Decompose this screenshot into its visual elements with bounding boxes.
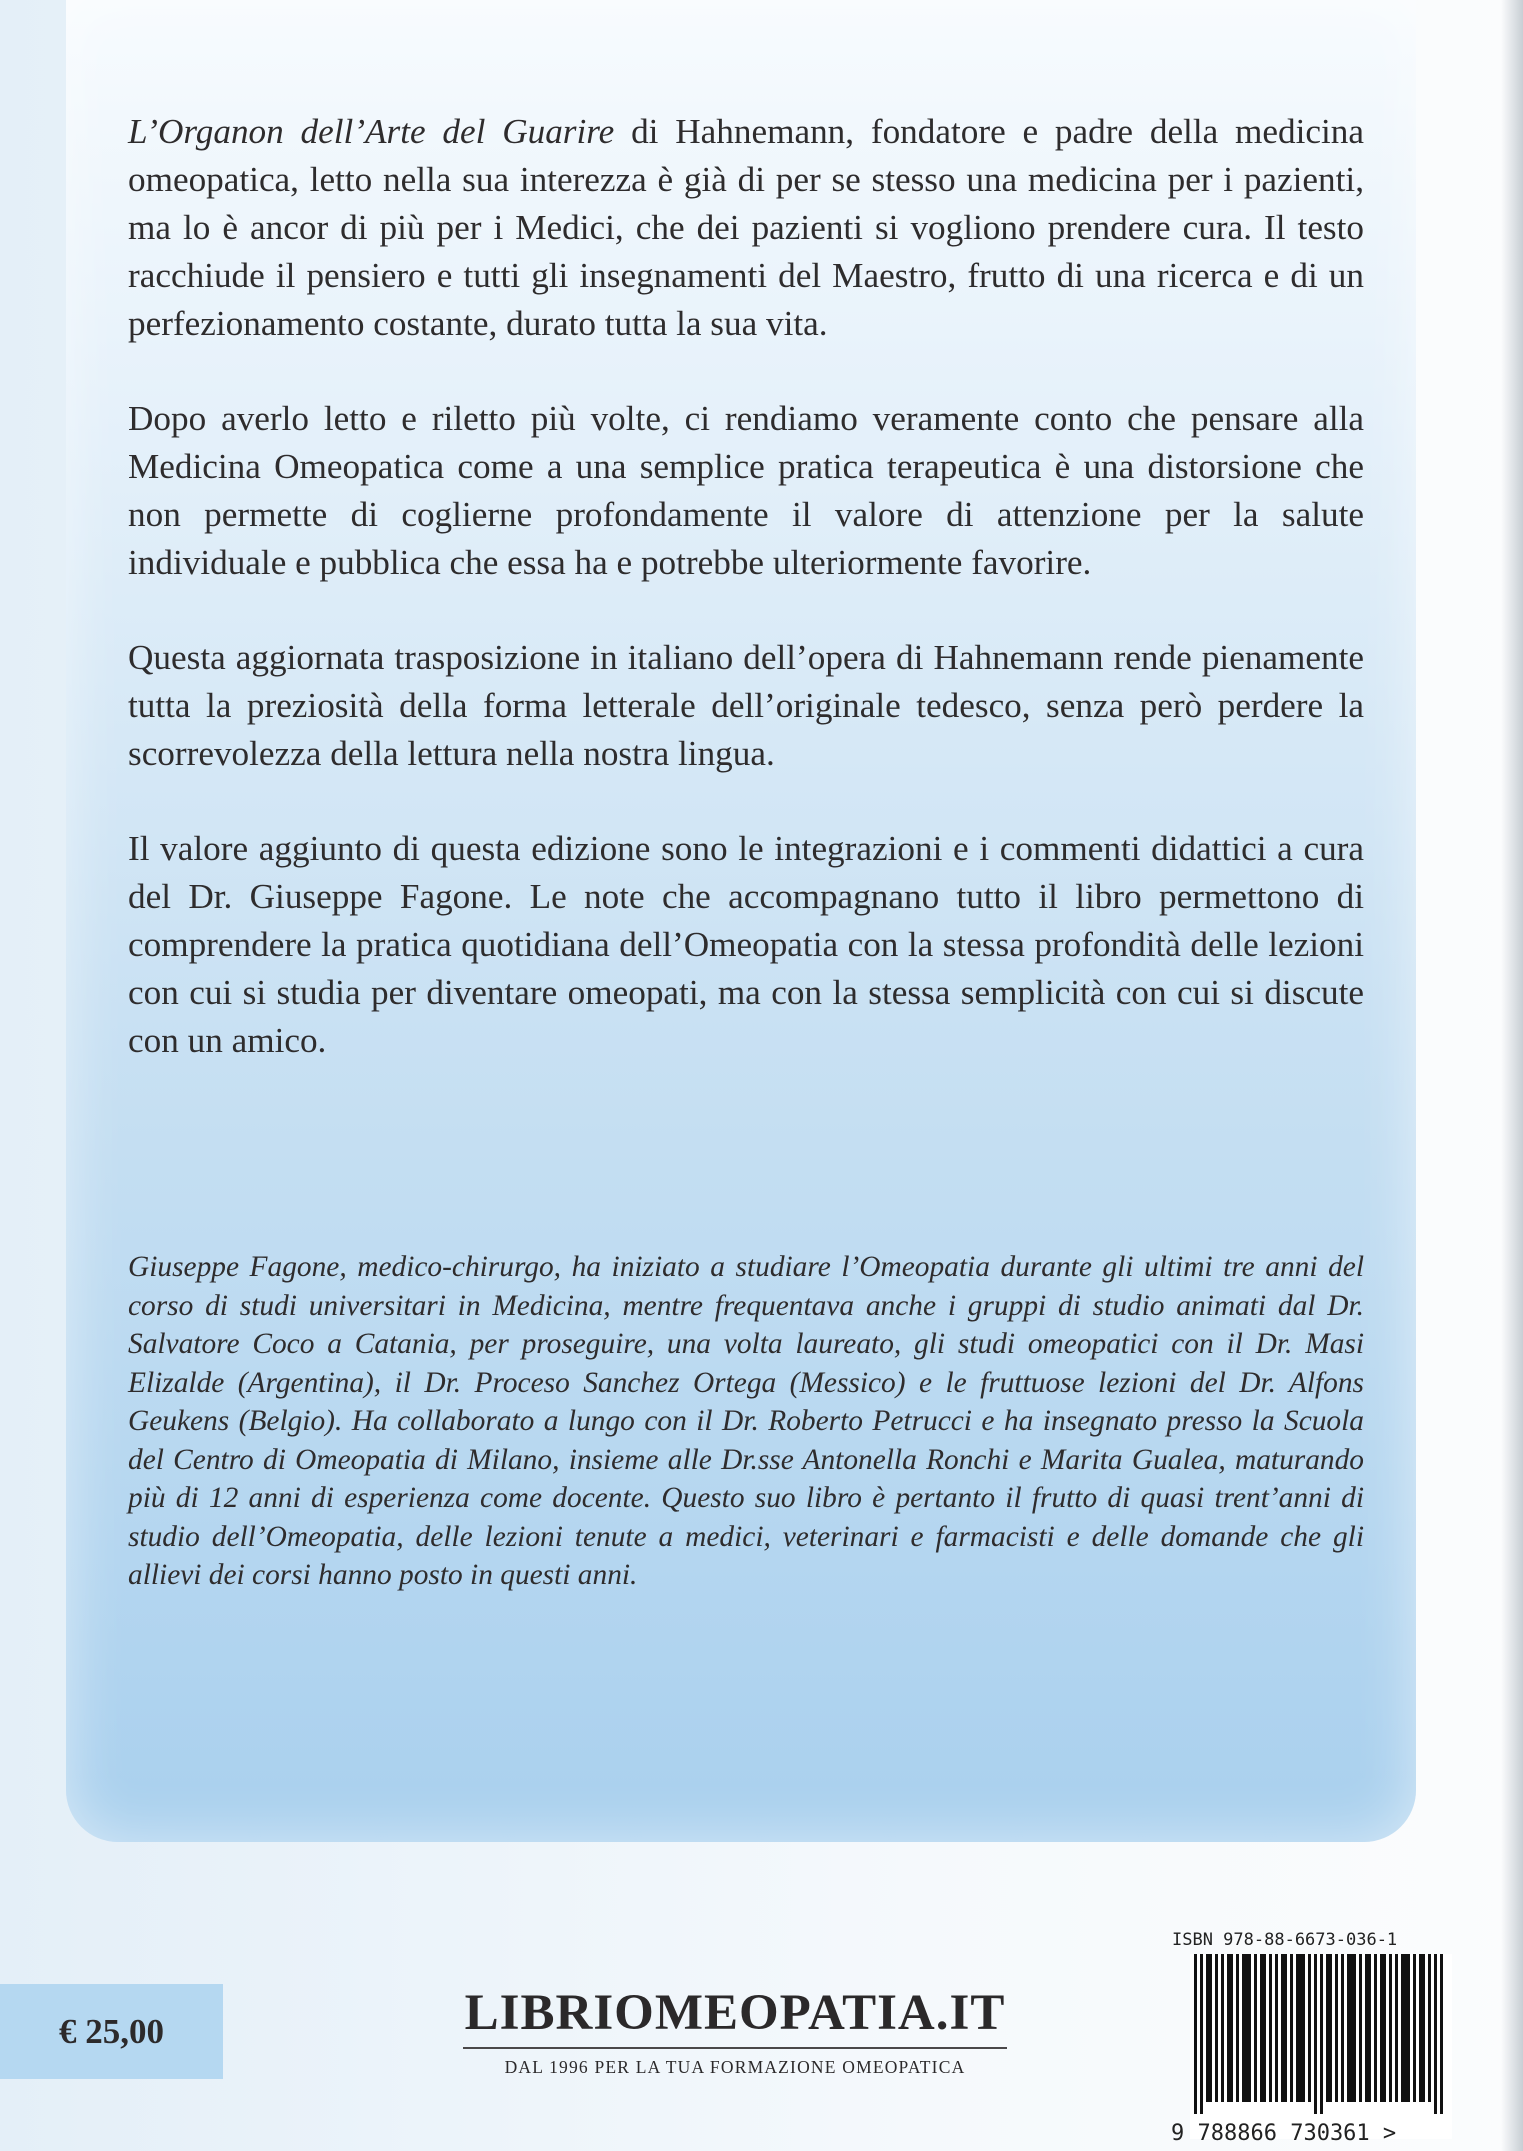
price-label: € 25,00	[59, 2011, 164, 2051]
blurb-paragraph-2: Dopo averlo letto e riletto più volte, ci rendiamo veramente conto che pensare alla Medicina Omeopatica come a una semplice pratica terapeutica è una distorsione che non permette di coglierne profondamente il valore di attenzione per la salute individuale e pubblica che essa ha e potrebbe ulteriormente favorire.	[128, 399, 1364, 582]
blurb-text	[128, 108, 1364, 1112]
publisher-divider	[463, 2047, 1007, 2049]
publisher-logo	[463, 1983, 1007, 2078]
author-bio: Giuseppe Fagone, medico-chirurgo, ha iniziato a studiare l’Omeopatia durante gli ultimi tre anni del corso di studi universitari in Medicina, mentre frequentava anche i gruppi di studio animati dal Dr. Salvatore Coco a Catania, per proseguire, una volta laureato, gli studi omeopatici con il Dr. Masi Elizalde (Argentina), il Dr. Proceso Sanchez Ortega (Messico) e le fruttuose lezioni del Dr. Alfons Geukens (Belgio). Ha collaborato a lungo con il Dr. Roberto Petrucci e ha insegnato presso la Scuola del Centro di Omeopatia di Milano, insieme alle Dr.sse Antonella Ronchi e Marita Gualea, maturando più di 12 anni di esperienza come docente. Questo suo libro è pertanto il frutto di quasi trent’anni di studio dell’Omeopatia, delle lezioni tenute a medici, veterinari e farmacisti e delle domande che gli allievi dei corsi hanno posto in questi anni.	[128, 1251, 1364, 1591]
isbn-label: ISBN 978-88-6673-036-1	[1172, 1930, 1398, 1950]
page-edge-shadow	[1501, 0, 1523, 2151]
publisher-tagline: DAL 1996 PER LA TUA FORMAZIONE OMEOPATICA	[504, 2057, 966, 2077]
barcode	[1190, 1954, 1452, 2139]
blurb-paragraph-4: Il valore aggiunto di questa edizione sono le integrazioni e i commenti didattici a cura del Dr. Giuseppe Fagone. Le note che accompagnano tutto il libro permettono di comprendere la pratica quotidiana dell’Omeopatia con la stessa profondità delle lezioni con cui si studia per diventare omeopati, ma con la stessa semplicità con cui si discute con un amico.	[128, 829, 1364, 1060]
barcode-digits: 9 788866 730361 >	[1171, 2121, 1397, 2146]
barcode-icon	[1190, 1954, 1452, 2114]
blurb-paragraph-3: Questa aggiornata trasposizione in italiano dell’opera di Hahnemann rende pienamente tutta la preziosità della forma letterale dell’originale tedesco, senza però perdere la scorrevolezza della lettura nella nostra lingua.	[128, 638, 1364, 773]
price-box	[0, 1984, 223, 2079]
blurb-paragraph-1	[128, 108, 1364, 348]
publisher-name: LIBRIOMEOPATIA.IT	[464, 1985, 1006, 2041]
blurb-paragraph-1-body: di Hahnemann, fondatore e padre della medicina omeopatica, letto nella sua interezza è già di per se stesso una medicina per i pazienti, ma lo è ancor di più per i Medici, che dei pazienti si vogliono prendere cura. Il testo racchiude il pensiero e tutti gli insegnamenti del Maestro, frutto di una ricerca e di un perfezionamento costante, durato tutta la sua vita.	[128, 112, 1364, 343]
book-title-italic: L’Organon dell’Arte del Guarire	[128, 112, 615, 151]
